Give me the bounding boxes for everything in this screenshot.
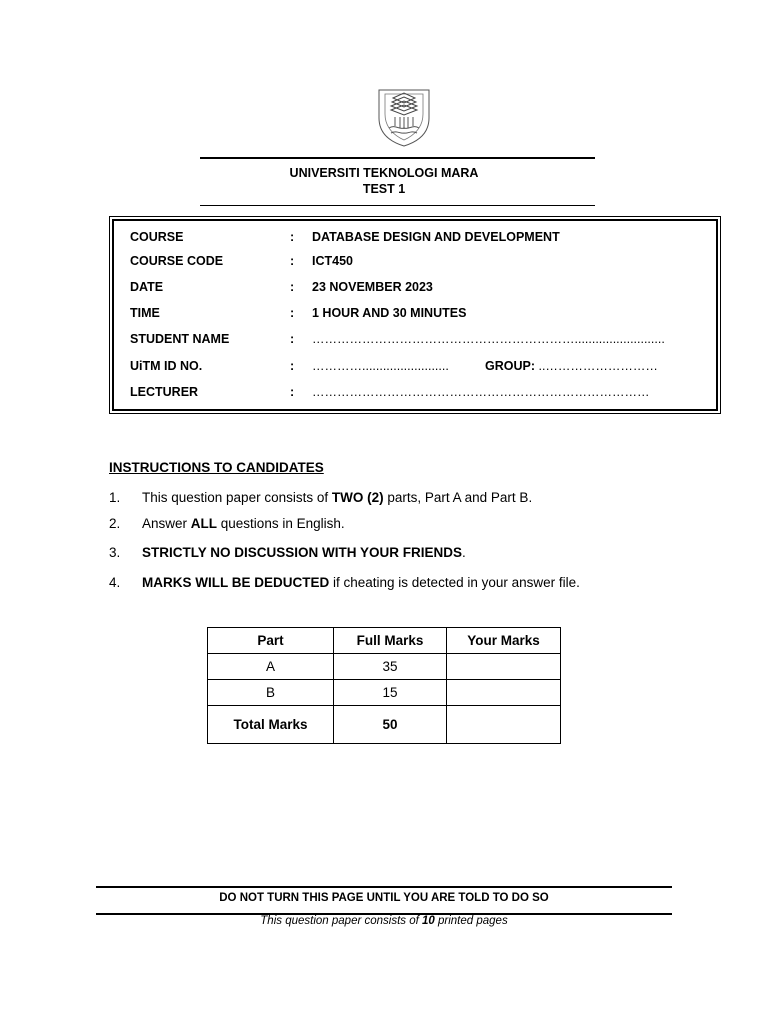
info-colon: : bbox=[290, 280, 295, 294]
lecturer-field[interactable]: ……………………………………………………………………… bbox=[312, 385, 650, 399]
your-marks-cell[interactable] bbox=[447, 680, 561, 706]
footer-warning: DO NOT TURN THIS PAGE UNTIL YOU ARE TOLD TO DO SO bbox=[219, 892, 549, 904]
info-row-student-name bbox=[114, 332, 716, 350]
info-colon: : bbox=[290, 359, 295, 373]
column-header: Part bbox=[208, 628, 334, 654]
table-row bbox=[208, 680, 561, 706]
info-value: 23 NOVEMBER 2023 bbox=[312, 280, 433, 294]
info-label: COURSE bbox=[130, 230, 184, 244]
table-row bbox=[208, 654, 561, 680]
total-full-marks-cell: 50 bbox=[334, 706, 447, 744]
total-label-cell: Total Marks bbox=[208, 706, 334, 744]
column-header: Full Marks bbox=[334, 628, 447, 654]
info-label: COURSE CODE bbox=[130, 254, 224, 268]
info-label: TIME bbox=[130, 306, 160, 320]
info-colon: : bbox=[290, 230, 295, 244]
footer-top-rule bbox=[96, 886, 672, 888]
info-value: 1 HOUR AND 30 MINUTES bbox=[312, 306, 467, 320]
info-row-id bbox=[114, 359, 716, 377]
info-colon: : bbox=[290, 332, 295, 346]
info-colon: : bbox=[290, 385, 295, 399]
total-your-marks-cell[interactable] bbox=[447, 706, 561, 744]
full-marks-cell: 15 bbox=[334, 680, 447, 706]
exam-info-box bbox=[112, 219, 718, 411]
university-crest-logo bbox=[375, 84, 433, 148]
part-cell: B bbox=[208, 680, 334, 706]
marks-table-header bbox=[208, 628, 561, 654]
total-row bbox=[208, 706, 561, 744]
test-title: TEST 1 bbox=[362, 182, 406, 196]
info-label: LECTURER bbox=[130, 385, 199, 399]
info-row-time bbox=[114, 306, 716, 324]
group-field[interactable]: ..……………………… bbox=[538, 359, 658, 373]
instructions-heading: INSTRUCTIONS TO CANDIDATES bbox=[109, 460, 324, 475]
info-row-date bbox=[114, 280, 716, 298]
marks-table bbox=[207, 627, 561, 744]
info-colon: : bbox=[290, 306, 295, 320]
header-top-rule bbox=[200, 157, 595, 159]
student-id-field[interactable]: …………......................... bbox=[312, 359, 449, 373]
info-row-course-code bbox=[114, 254, 716, 272]
info-label: UiTM ID NO. bbox=[130, 359, 203, 373]
info-row-lecturer bbox=[114, 385, 716, 403]
header-bottom-rule bbox=[200, 205, 595, 206]
info-label: DATE bbox=[130, 280, 164, 294]
part-cell: A bbox=[208, 654, 334, 680]
your-marks-cell[interactable] bbox=[447, 654, 561, 680]
info-value: ICT450 bbox=[312, 254, 353, 268]
group-label: GROUP: ..……………………… bbox=[485, 359, 658, 373]
student-name-field[interactable]: ……………………………………………………….......................... bbox=[312, 332, 665, 346]
info-value: DATABASE DESIGN AND DEVELOPMENT bbox=[312, 230, 560, 244]
info-colon: : bbox=[290, 254, 295, 268]
column-header: Your Marks bbox=[447, 628, 561, 654]
footer-page-count: This question paper consists of 10 printed pages bbox=[260, 915, 508, 927]
university-name: UNIVERSITI TEKNOLOGI MARA bbox=[289, 166, 479, 180]
info-label: STUDENT NAME bbox=[130, 332, 230, 346]
info-row-course bbox=[114, 230, 716, 248]
full-marks-cell: 35 bbox=[334, 654, 447, 680]
